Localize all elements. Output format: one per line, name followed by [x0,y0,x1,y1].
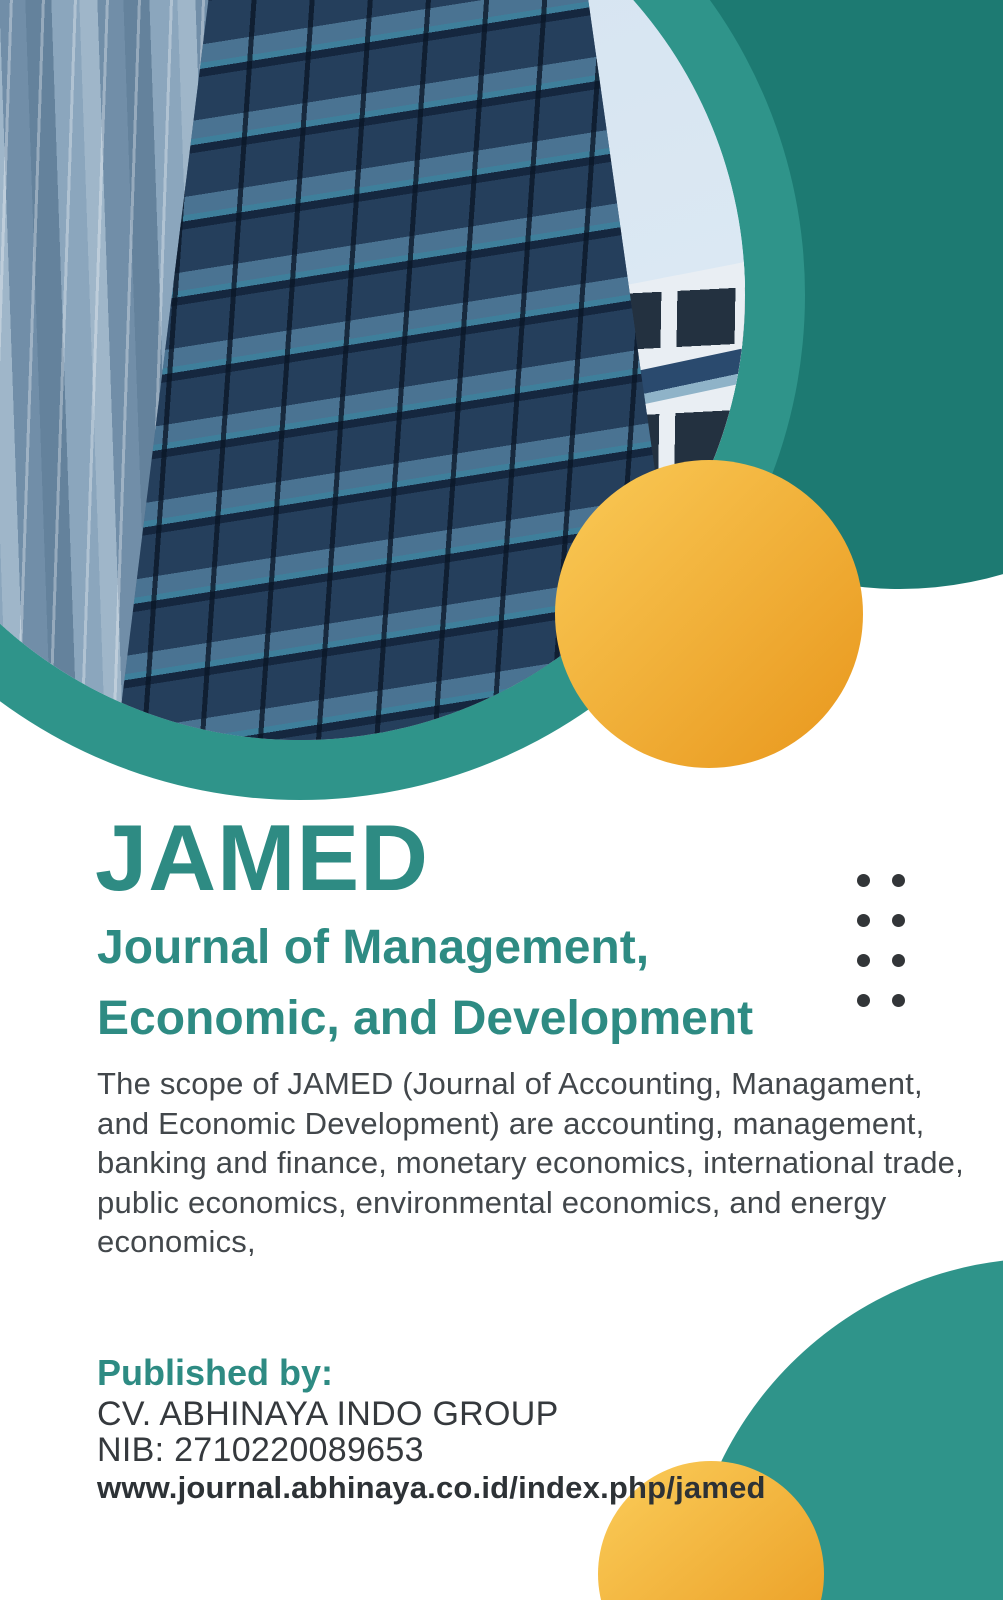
dot [857,994,870,1007]
dot [892,874,905,887]
scope-line: and Economic Development) are accounting, management, [97,1105,925,1141]
dot [857,874,870,887]
journal-url[interactable]: www.journal.abhinaya.co.id/index.php/jamed [97,1470,766,1505]
journal-acronym: JAMED [95,805,430,910]
publisher-name: CV. ABHINAYA INDO GROUP [97,1395,559,1433]
dot [892,914,905,927]
dot [892,954,905,967]
journal-title [97,912,753,1054]
dot [857,954,870,967]
scope-line: public economics, environmental economics, and energy [97,1184,887,1220]
journal-title-line1: Journal of Management, [97,921,650,974]
yellow-accent-circle [555,460,863,768]
scope-text [97,1064,997,1262]
publisher-nib: NIB: 2710220089653 [97,1431,424,1469]
scope-line: banking and finance, monetary economics, international trade, [97,1145,964,1180]
scope-line: The scope of JAMED (Journal of Accounting, Managament, [97,1066,923,1101]
published-by-label: Published by: [97,1352,334,1393]
dot [892,994,905,1007]
scope-line: economics, [97,1224,256,1259]
journal-title-line2: Economic, and Development [97,992,754,1045]
dots-pattern [857,874,905,1007]
dot [857,914,870,927]
